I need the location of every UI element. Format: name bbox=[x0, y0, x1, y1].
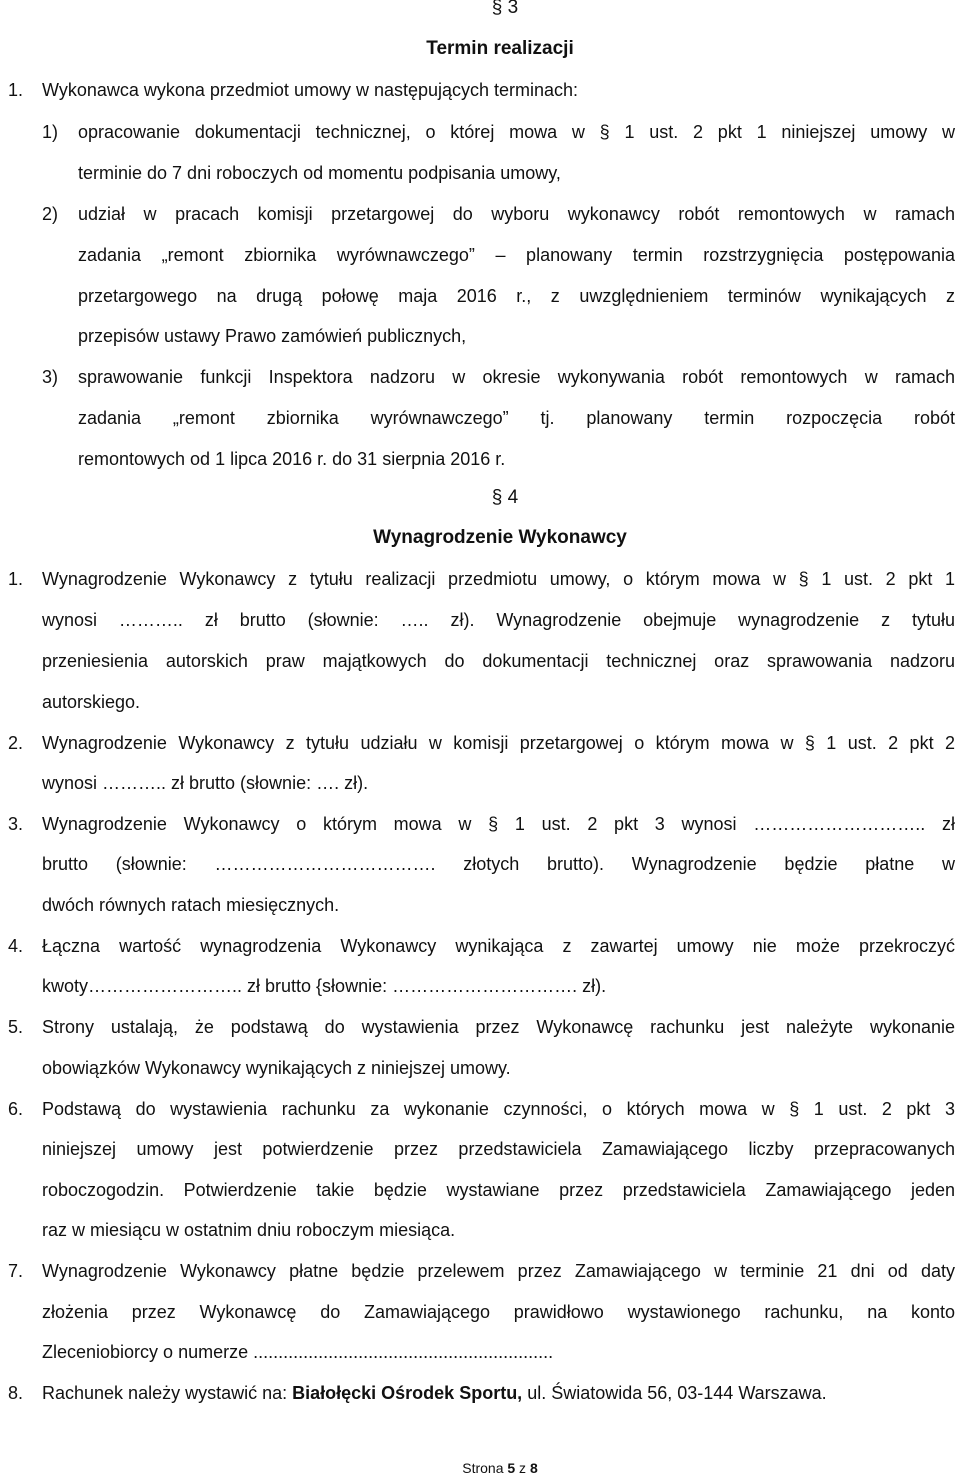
paragraph-line: Strony ustalają, że podstawą do wystawienia przez Wykonawcę rachunku jest należyte wykonanie bbox=[42, 1017, 955, 1037]
section-4-heading: § 4 bbox=[491, 487, 519, 508]
paragraph-line: udział w pracach komisji przetargowej do wyboru wykonawcy robót remontowych w ramach bbox=[78, 204, 955, 224]
item-number: 1) bbox=[42, 122, 59, 142]
paragraph-line: Zleceniobiorcy o numerze ............................................................ bbox=[42, 1342, 554, 1362]
page-footer bbox=[0, 1460, 960, 1476]
item-number: 7. bbox=[8, 1261, 24, 1281]
payer-name: Białołęcki Ośrodek Sportu, bbox=[292, 1383, 523, 1403]
section-3-heading: § 3 bbox=[491, 0, 519, 18]
paragraph-line: Wynagrodzenie Wykonawcy płatne będzie przelewem przez Zamawiającego w terminie 21 dni od daty bbox=[42, 1261, 955, 1281]
paragraph-line bbox=[42, 1381, 827, 1405]
paragraph-line: Wynagrodzenie Wykonawcy z tytułu udziału w komisji przetargowej o którym mowa w § 1 ust. 2 pkt 2 bbox=[42, 733, 955, 753]
paragraph-line: sprawowanie funkcji Inspektora nadzoru w okresie wykonywania robót remontowych w ramach bbox=[78, 367, 955, 387]
paragraph-line: opracowanie dokumentacji technicznej, o której mowa w § 1 ust. 2 pkt 1 niniejszej umowy w bbox=[78, 122, 955, 142]
payer-intro: Rachunek należy wystawić na: bbox=[42, 1383, 293, 1403]
paragraph-line: przetargowego na drugą połowę maja 2016 r., z uwzględnieniem terminów wynikających z bbox=[78, 286, 955, 306]
paragraph-line: przeniesienia autorskich praw majątkowych do dokumentacji technicznej oraz sprawowania nadzoru bbox=[42, 651, 955, 671]
item-number: 4. bbox=[8, 936, 24, 956]
paragraph-line: Wynagrodzenie Wykonawcy o którym mowa w § 1 ust. 2 pkt 3 wynosi ……………………….. zł bbox=[42, 814, 955, 834]
paragraph-line: raz w miesiącu w ostatnim dniu roboczym miesiąca. bbox=[42, 1220, 456, 1240]
paragraph-line: kwoty…………………….. zł brutto {słownie: …………………………. zł). bbox=[42, 976, 607, 996]
paragraph-line: Łączna wartość wynagrodzenia Wykonawcy wynikająca z zawartej umowy nie może przekroczyć bbox=[42, 936, 955, 956]
item-number: 3. bbox=[8, 814, 24, 834]
footer-prefix: Strona bbox=[462, 1460, 508, 1476]
paragraph-line: autorskiego. bbox=[42, 692, 141, 712]
paragraph-line: roboczogodzin. Potwierdzenie takie będzie wystawiane przez przedstawiciela Zamawiającego jeden bbox=[42, 1180, 955, 1200]
paragraph-line: wynosi ……….. zł brutto (słownie: ….. zł). Wynagrodzenie obejmuje wynagrodzenie z tytułu bbox=[42, 610, 955, 630]
footer-mid: z bbox=[515, 1460, 530, 1476]
paragraph-line: Podstawą do wystawienia rachunku za wykonanie czynności, o których mowa w § 1 ust. 2 pkt 3 bbox=[42, 1099, 955, 1119]
item-number: 8. bbox=[8, 1383, 24, 1403]
item-number: 2) bbox=[42, 204, 59, 224]
paragraph-line: obowiązków Wykonawcy wynikających z niniejszej umowy. bbox=[42, 1058, 511, 1078]
paragraph-line: terminie do 7 dni roboczych od momentu podpisania umowy, bbox=[78, 163, 561, 183]
payer-address: ul. Światowida 56, 03-144 Warszawa. bbox=[522, 1383, 827, 1403]
paragraph-line: złożenia przez Wykonawcę do Zamawiającego prawidłowo wystawionego rachunku, na konto bbox=[42, 1302, 955, 1322]
item-number: 6. bbox=[8, 1099, 24, 1119]
section-4-title: Wynagrodzenie Wykonawcy bbox=[373, 527, 627, 548]
paragraph-line: zadania „remont zbiornika wyrównawczego” tj. planowany termin rozpoczęcia robót bbox=[78, 408, 955, 428]
section-3-title: Termin realizacji bbox=[426, 38, 574, 59]
paragraph-line: remontowych od 1 lipca 2016 r. do 31 sierpnia 2016 r. bbox=[78, 449, 506, 469]
paragraph-line: przepisów ustawy Prawo zamówień publicznych, bbox=[78, 326, 467, 346]
paragraph-line: dwóch równych ratach miesięcznych. bbox=[42, 895, 340, 915]
footer-page-number: 5 bbox=[507, 1460, 516, 1476]
paragraph-line: Wynagrodzenie Wykonawcy z tytułu realizacji przedmiotu umowy, o którym mowa w § 1 ust. 2 pkt 1 bbox=[42, 569, 955, 589]
item-number: 2. bbox=[8, 733, 24, 753]
item-number: 3) bbox=[42, 367, 59, 387]
paragraph-line: niniejszej umowy jest potwierdzenie przez przedstawiciela Zamawiającego liczby przepracowanych bbox=[42, 1139, 955, 1159]
paragraph-line: zadania „remont zbiornika wyrównawczego” – planowany termin rozstrzygnięcia postępowania bbox=[78, 245, 955, 265]
paragraph-line: Wykonawca wykona przedmiot umowy w następujących terminach: bbox=[42, 80, 579, 100]
footer-total-pages: 8 bbox=[529, 1460, 538, 1476]
item-number: 5. bbox=[8, 1017, 24, 1037]
paragraph-line: brutto (słownie: ………………………………. złotych brutto). Wynagrodzenie będzie płatne w bbox=[42, 854, 955, 874]
item-number: 1. bbox=[8, 80, 24, 100]
paragraph-line: wynosi ……….. zł brutto (słownie: …. zł). bbox=[42, 773, 369, 793]
item-number: 1. bbox=[8, 569, 24, 589]
